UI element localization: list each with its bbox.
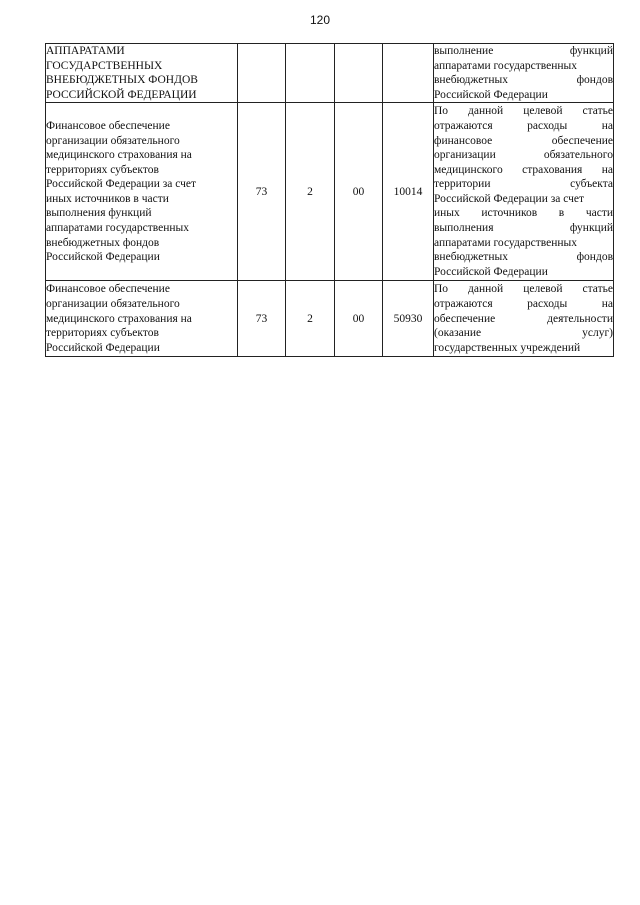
budget-classification-table [45, 43, 614, 357]
row-description-cell [434, 44, 614, 103]
code-subprogram-cell [286, 44, 335, 103]
row-description-line: внебюджетных фондов [434, 251, 613, 264]
code-direction-cell: 10014 [383, 103, 434, 281]
row-name-cell [46, 44, 238, 103]
row-description-line: выполнения функций [434, 222, 613, 235]
code-program-cell [238, 44, 286, 103]
row-name-line: Финансовое обеспечение [46, 283, 170, 296]
code-main-event-cell: 00 [335, 281, 383, 357]
row-name-line: организации обязательного [46, 134, 180, 147]
row-name-line: медицинского страхования на [46, 312, 192, 325]
row-name-line: Российской Федерации [46, 251, 160, 264]
row-name-line: медицинского страхования на [46, 149, 192, 162]
row-name-line: РОССИЙСКОЙ ФЕДЕРАЦИИ [46, 88, 197, 101]
page-number: 120 [309, 13, 331, 27]
row-description-line: организации обязательного [434, 149, 613, 162]
row-name-line: АППАРАТАМИ [46, 45, 125, 57]
row-description-line: территории субъекта [434, 178, 613, 191]
table-row [46, 103, 614, 281]
code-program-cell: 73 [238, 103, 286, 281]
row-name-line: Финансовое обеспечение [46, 119, 170, 132]
row-name-line: ВНЕБЮДЖЕТНЫХ ФОНДОВ [46, 74, 198, 87]
row-description-line: Российской Федерации [434, 265, 548, 278]
row-description-line: отражаются расходы на [434, 119, 613, 132]
row-description-line: аппаратами государственных [434, 59, 578, 72]
row-name-line: ГОСУДАРСТВЕННЫХ [46, 59, 163, 72]
code-main-event-cell [335, 44, 383, 103]
row-description-line: финансовое обеспечение [434, 134, 613, 147]
row-name-line: Российской Федерации [46, 341, 160, 354]
row-name-cell [46, 103, 238, 281]
row-description-line: внебюджетных фондов [434, 74, 613, 87]
row-description-line: обеспечение деятельности [434, 312, 613, 325]
code-program-cell: 73 [238, 281, 286, 357]
row-description-line: По данной целевой статье [434, 105, 613, 118]
table-row [46, 44, 614, 103]
row-description-line: Российской Федерации за счет [434, 192, 585, 205]
row-description-line: государственных учреждений [434, 341, 581, 354]
row-description-line: медицинского страхования на [434, 163, 613, 176]
code-direction-cell [383, 44, 434, 103]
row-name-line: аппаратами государственных [46, 222, 190, 235]
row-name-line: внебюджетных фондов [46, 236, 160, 249]
row-name-line: Российской Федерации за счет [46, 178, 197, 191]
row-description-line: выполнение функций [434, 45, 613, 57]
row-name-line: иных источников в части [46, 192, 169, 205]
row-name-line: территориях субъектов [46, 163, 159, 176]
code-subprogram-cell: 2 [286, 281, 335, 357]
row-description-line: иных источников в части [434, 207, 613, 220]
row-description-line: отражаются расходы на [434, 297, 613, 310]
row-description-cell [434, 103, 614, 281]
row-name-line: территориях субъектов [46, 327, 159, 340]
code-direction-cell: 50930 [383, 281, 434, 357]
row-description-cell [434, 281, 614, 357]
row-name-cell [46, 281, 238, 357]
row-description-line: Российской Федерации [434, 88, 548, 101]
row-description-line: аппаратами государственных [434, 236, 578, 249]
row-name-line: организации обязательного [46, 297, 180, 310]
table-row [46, 281, 614, 357]
row-description-line: По данной целевой статье [434, 283, 613, 296]
row-description-line: (оказание услуг) [434, 327, 613, 340]
code-subprogram-cell: 2 [286, 103, 335, 281]
code-main-event-cell: 00 [335, 103, 383, 281]
row-name-line: выполнения функций [46, 207, 152, 220]
